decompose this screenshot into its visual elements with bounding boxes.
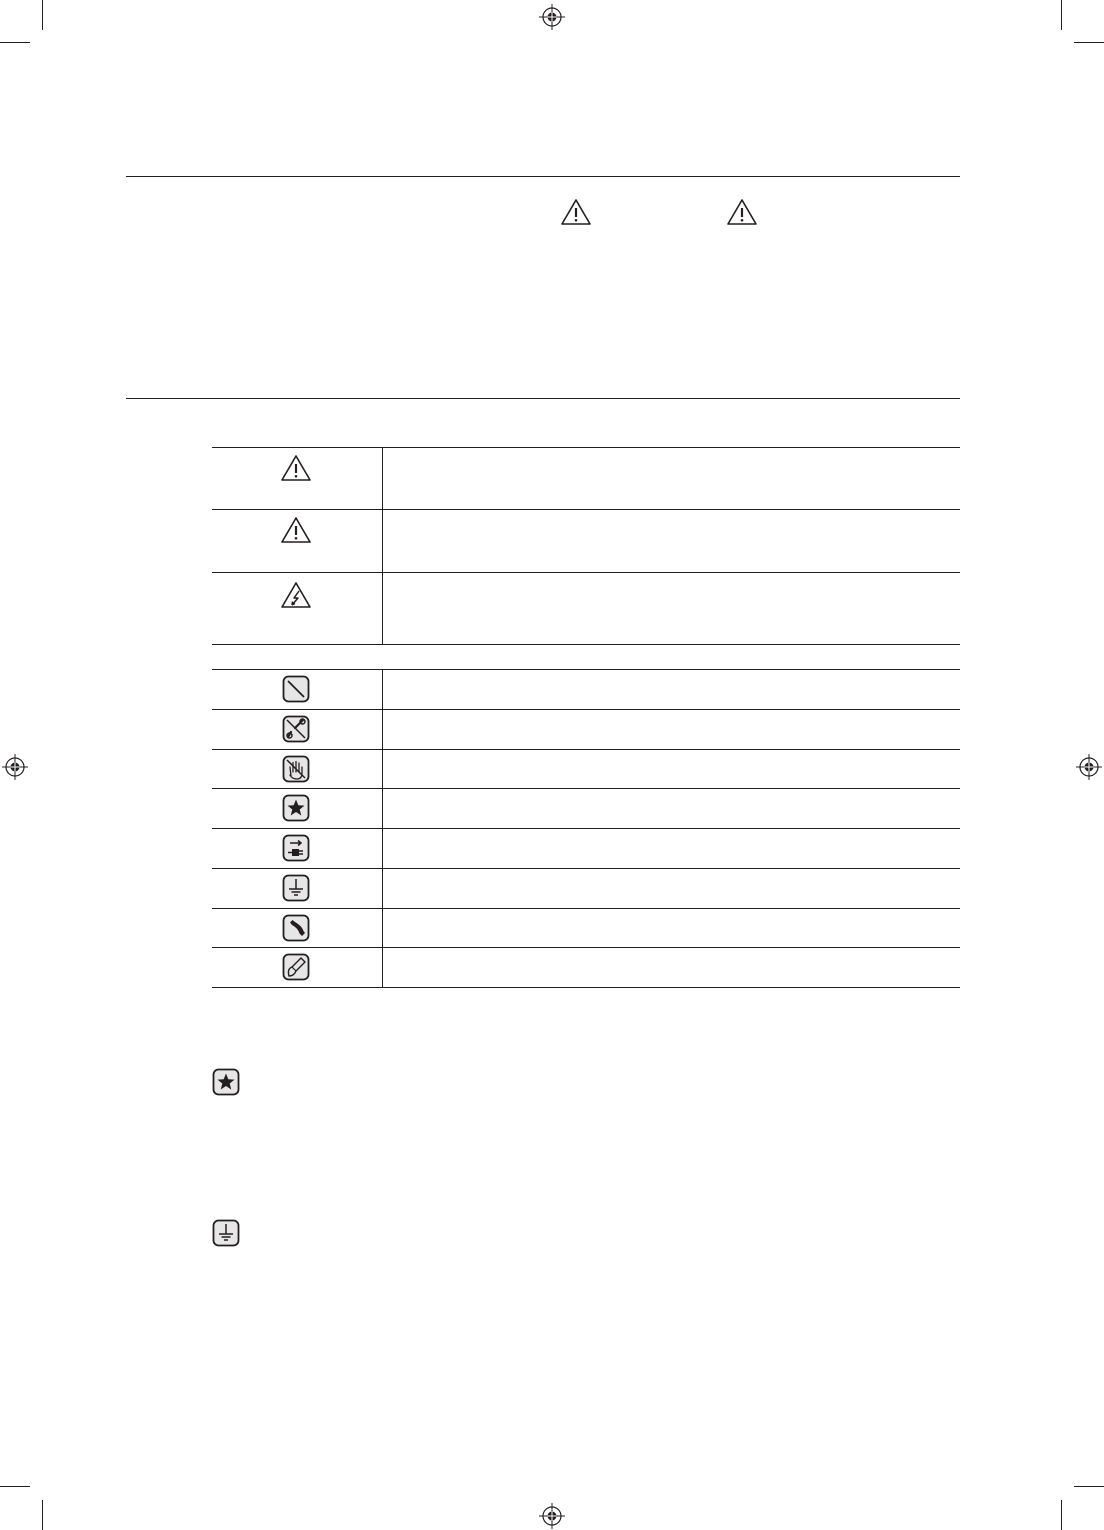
section-rule [126, 398, 960, 399]
electric-shock-icon [280, 581, 312, 609]
phone-icon [282, 914, 310, 942]
ground-icon [282, 874, 310, 902]
ground-icon [212, 1219, 240, 1247]
do-not-touch-icon [282, 755, 310, 783]
header-warning-icon-1 [560, 198, 592, 226]
registration-mark-top [539, 4, 565, 30]
star-instruction-icon [282, 794, 310, 822]
header-warning-icon-2 [726, 198, 758, 226]
top-rule [126, 176, 960, 177]
registration-mark-left [2, 754, 28, 780]
warning-icon [280, 454, 312, 482]
prohibited-icon [282, 675, 310, 703]
do-not-disassemble-icon [282, 715, 310, 743]
unplug-icon [282, 834, 310, 862]
registration-mark-bottom [539, 1503, 565, 1529]
star-instruction-icon [212, 1068, 240, 1096]
registration-mark-right [1076, 754, 1102, 780]
caution-icon [280, 516, 312, 544]
note-icon [282, 953, 310, 981]
